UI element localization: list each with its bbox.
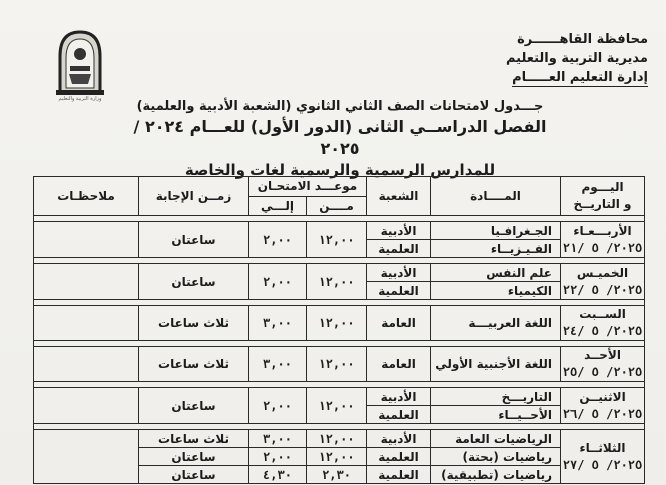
to-cell: ٣,٠٠ <box>249 347 307 382</box>
title-line-3: للمدارس الرسمية والرسمية لغات والخاصة <box>184 161 496 179</box>
header-day-date: اليـــوم و التاريــخ <box>561 177 645 216</box>
day-name: الســبت <box>579 307 626 321</box>
day-cell <box>561 306 645 341</box>
header-notes: ملاحظـات <box>34 177 139 216</box>
branch-cell: الأدبية <box>367 430 431 448</box>
day-cell <box>561 430 645 484</box>
header-from: مــــن <box>307 196 367 216</box>
day-cell <box>561 264 645 300</box>
duration-cell: ساعتان <box>139 466 249 484</box>
duration-cell: ثلاث ساعات <box>139 347 249 382</box>
from-cell: ١٢,٠٠ <box>307 430 367 448</box>
notes-cell <box>34 430 139 484</box>
duration-cell: ساعتان <box>139 264 249 300</box>
notes-cell <box>34 222 139 258</box>
duration-cell: ساعتان <box>139 388 249 424</box>
notes-cell <box>34 306 139 341</box>
from-cell: ١٢,٠٠ <box>307 306 367 341</box>
day-date: ٢٠٢٥/ ٥ /٢٤ <box>562 324 643 338</box>
header-exam-time: موعـــد الامتحـان <box>249 177 367 197</box>
duration-cell: ثلاث ساعات <box>139 306 249 341</box>
from-cell: ١٢,٠٠ <box>307 448 367 466</box>
to-cell: ٢,٠٠ <box>249 388 307 424</box>
day-date: ٢٠٢٥/ ٥ /٢٦ <box>562 406 643 421</box>
branch-cell: الأدبية <box>367 264 431 282</box>
duration-cell: ثلاث ساعات <box>139 430 249 448</box>
from-cell: ١٢,٠٠ <box>307 264 367 300</box>
subject-cell: اللغة العربيـــة <box>431 306 561 341</box>
duration-cell: ساعتان <box>139 222 249 258</box>
header-branch: الشعبة <box>367 177 431 216</box>
day-date: ٢٠٢٥/ ٥ /٢٢ <box>562 282 643 297</box>
to-cell: ٢,٠٠ <box>249 448 307 466</box>
subject-cell: رياضيات (بحتة) <box>431 448 561 466</box>
subject-cell: الجـغرافـيا <box>431 222 561 240</box>
to-cell: ٣,٠٠ <box>249 430 307 448</box>
branch-cell: العلمية <box>367 448 431 466</box>
notes-cell <box>34 347 139 382</box>
notes-cell <box>34 388 139 424</box>
day-date: ٢٠٢٥/ ٥ /٢٧ <box>562 457 643 472</box>
day-name: الأربـــعـاء <box>573 223 632 238</box>
issuer-header <box>506 30 648 87</box>
to-cell: ٤,٣٠ <box>249 466 307 484</box>
subject-cell: الأحــيــاء <box>431 406 561 424</box>
notes-cell <box>34 264 139 300</box>
duration-cell: ساعتان <box>139 448 249 466</box>
header-to: إلـــي <box>249 196 307 216</box>
table-row <box>34 306 645 341</box>
schedule-titles <box>130 98 550 181</box>
branch-cell: العلمية <box>367 240 431 258</box>
branch-cell: الأدبية <box>367 388 431 406</box>
title-line-1: جـــدول لامتحانات الصف الثاني الثانوي (الشعبة الأدبية والعلمية) <box>136 99 544 114</box>
day-cell <box>561 222 645 258</box>
to-cell: ٣,٠٠ <box>249 306 307 341</box>
branch-cell: العامة <box>367 306 431 341</box>
day-date: ٢٠٢٥/ ٥ /٢٥ <box>562 365 643 379</box>
table-row <box>34 264 645 282</box>
day-name: الخميـس <box>576 265 629 280</box>
subject-cell: علم النفس <box>431 264 561 282</box>
branch-cell: العامة <box>367 347 431 382</box>
header-subject: المــــادة <box>431 177 561 216</box>
day-name: الأحــد <box>584 348 621 362</box>
day-name: الثلاثــاء <box>579 440 626 455</box>
to-cell: ٢,٠٠ <box>249 222 307 258</box>
logo-caption: وزارة التربية والتعليم <box>58 96 102 102</box>
from-cell: ٢,٣٠ <box>307 466 367 484</box>
header-governorate: محافظة القاهــــــرة <box>517 32 648 47</box>
table-row <box>34 430 645 448</box>
subject-cell: رياضيات (تطبيقية) <box>431 466 561 484</box>
to-cell: ٢,٠٠ <box>249 264 307 300</box>
table-row <box>34 388 645 406</box>
day-cell <box>561 347 645 382</box>
subject-cell: اللغة الأجنبية الأولي <box>431 347 561 382</box>
exam-schedule-table <box>33 176 645 484</box>
header-directorate: مديرية التربية والتعليم <box>505 51 648 66</box>
table-row <box>34 347 645 382</box>
day-name: الاثنيــن <box>579 389 626 404</box>
day-date: ٢٠٢٥/ ٥ /٢١ <box>562 240 643 255</box>
ministry-logo-icon <box>52 26 108 98</box>
day-cell <box>561 388 645 424</box>
title-line-2: الفصل الدراســي الثانى (الدور الأول) للعـــام ٢٠٢٤ / ٢٠٢٥ <box>133 117 547 158</box>
header-administration: إدارة التعليم العـــــام <box>512 70 648 85</box>
header-duration: زمــن الإجابة <box>139 177 249 216</box>
subject-cell: الرياضيات العامة <box>431 430 561 448</box>
from-cell: ١٢,٠٠ <box>307 222 367 258</box>
from-cell: ١٢,٠٠ <box>307 388 367 424</box>
from-cell: ١٢,٠٠ <box>307 347 367 382</box>
branch-cell: العلمية <box>367 406 431 424</box>
subject-cell: الكيمياء <box>431 282 561 300</box>
subject-cell: التاريـــخ <box>431 388 561 406</box>
branch-cell: العلمية <box>367 466 431 484</box>
branch-cell: العلمية <box>367 282 431 300</box>
branch-cell: الأدبية <box>367 222 431 240</box>
subject-cell: الفـيـزيــاء <box>431 240 561 258</box>
table-row <box>34 222 645 240</box>
